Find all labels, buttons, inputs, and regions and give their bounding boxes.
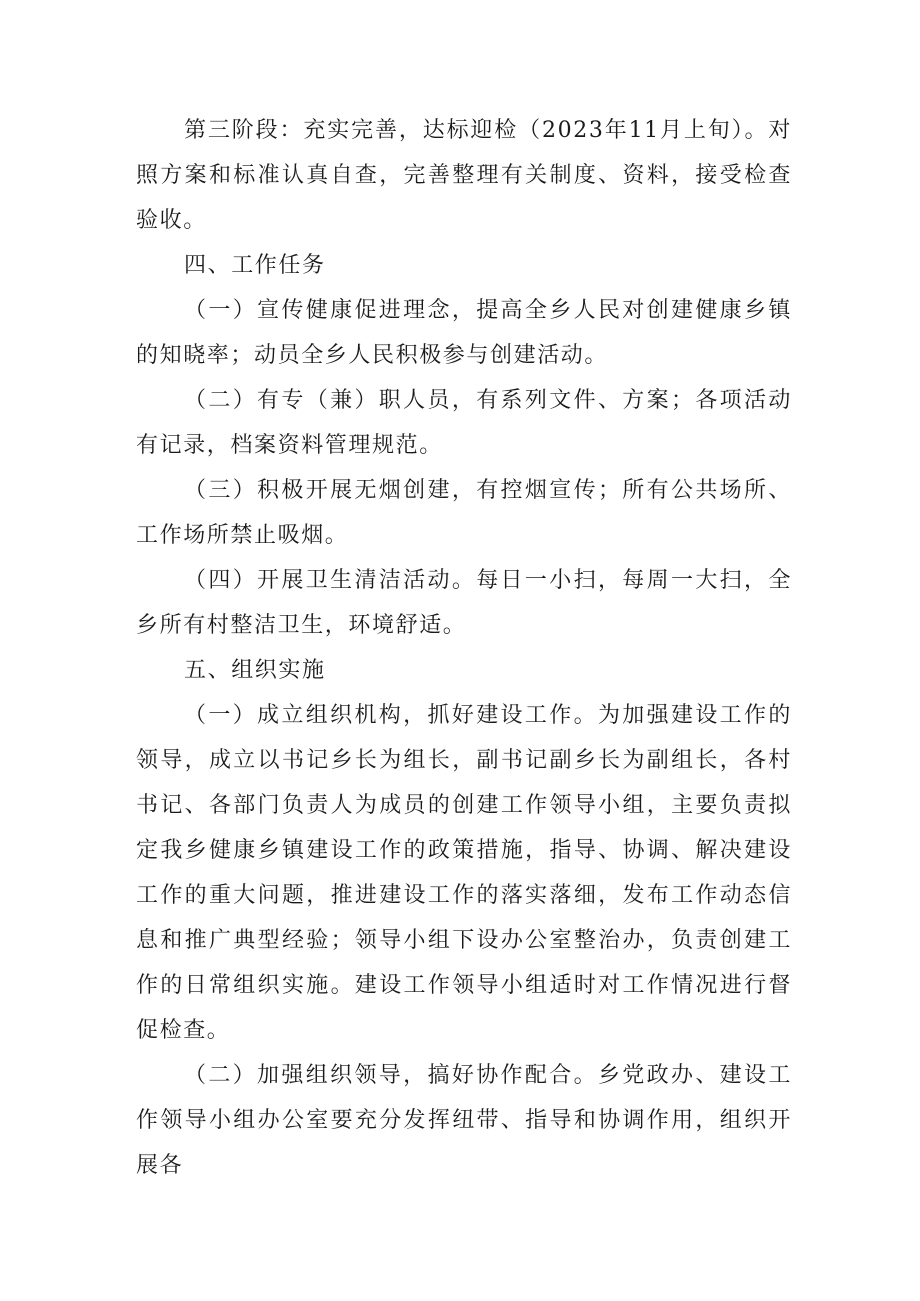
paragraph-implementation-2: （二）加强组织领导，搞好协作配合。乡党政办、建设工作领导小组办公室要充分发挥纽带、指导和协调作用，组织开展各 [136, 1063, 792, 1178]
paragraph-task-1: （一）宣传健康促进理念，提高全乡人民对创建健康乡镇的知晓率；动员全乡人民积极参与创建活动。 [136, 298, 792, 368]
paragraph-task-4: （四）开展卫生清洁活动。每日一小扫，每周一大扫，全乡所有村整洁卫生，环境舒适。 [136, 568, 792, 638]
paragraph-task-2: （二）有专（兼）职人员，有系列文件、方案；各项活动有记录，档案资料管理规范。 [136, 388, 792, 458]
paragraph-task-3: （三）积极开展无烟创建，有控烟宣传；所有公共场所、工作场所禁止吸烟。 [136, 478, 792, 548]
section-heading-work-tasks: 四、工作任务 [184, 253, 326, 278]
paragraph-implementation-1: （一）成立组织机构，抓好建设工作。为加强建设工作的领导，成立以书记乡长为组长，副书记副乡长为副组长，各村书记、各部门负责人为成员的创建工作领导小组，主要负责拟定我乡健康乡镇建设工作的政策措施，指导、协调、解决建设工作的重大问题，推进建设工作的落实落细，发布工作动态信息和推广典型经验；领导小组下设办公室整治办，负责创建工作的日常组织实施。建设工作领导小组适时对工作情况进行督促检查。 [136, 703, 792, 1043]
document-body [136, 108, 792, 1188]
section-heading-implementation: 五、组织实施 [184, 658, 326, 683]
paragraph-stage-three: 第三阶段：充实完善，达标迎检（2023年11月上旬）。对照方案和标准认真自查，完善整理有关制度、资料，接受检查验收。 [136, 118, 792, 233]
